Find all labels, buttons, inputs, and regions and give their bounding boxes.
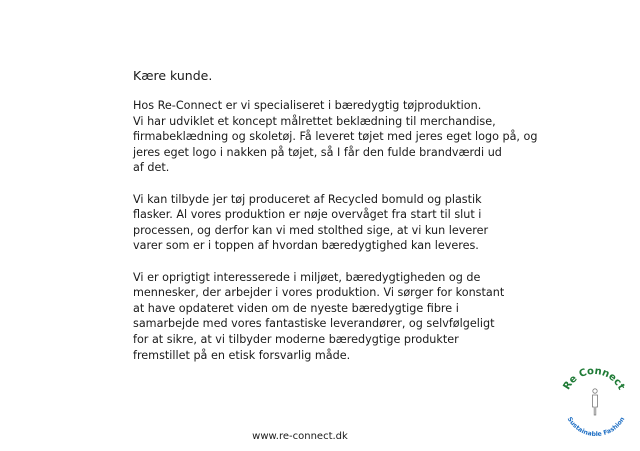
paragraph-line: fremstillet på en etisk forsvarlig måde.	[133, 348, 351, 362]
paragraph-line: mennesker, der arbejder i vores produktion. Vi sørger for konstant	[133, 286, 505, 300]
paragraph-line: processen, og derfor kan vi med stolthed sige, at vi kun leverer	[133, 223, 489, 237]
re-connect-logo	[555, 360, 635, 440]
paragraph-line: Vi kan tilbyde jer tøj produceret af Recycled bomuld og plastik	[133, 192, 482, 206]
logo-name: Re Connect	[561, 365, 627, 392]
website-footer: www.re-connect.dk	[252, 431, 348, 442]
paragraph-line: Hos Re-Connect er vi specialiseret i bæredygtig tøjproduktion.	[133, 99, 482, 112]
paragraph-line: Vi er oprigtigt interesserede i miljøet, bæredygtigheden og de	[133, 270, 481, 284]
paragraph-line: flasker. Al vores produktion er nøje overvåget fra start til slut i	[133, 208, 482, 222]
paragraph-line: jeres eget logo i nakken på tøjet, så I får den fulde brandværdi ud	[133, 145, 502, 159]
paragraph-line: af det.	[133, 161, 170, 175]
paragraph-materials	[133, 192, 583, 254]
figure-icon	[593, 389, 598, 415]
paragraph-intro	[133, 98, 583, 176]
greeting: Kære kunde.	[133, 68, 213, 83]
paragraph-line: firmabeklædning og skoletøj. Få leveret tøjet med jeres eget logo på, og	[133, 130, 538, 144]
logo-graphic	[555, 360, 635, 440]
letter-body	[133, 68, 583, 379]
paragraph-line: varer som er i toppen af hvordan bæredygtighed kan leveres.	[133, 239, 479, 253]
paragraph-line: samarbejde med vores fantastiske leverandører, og selvfølgeligt	[133, 317, 495, 331]
paragraph-line: at have opdateret viden om de nyeste bæredygtige fibre i	[133, 301, 459, 315]
logo-tagline: Sustainable Fashion	[565, 415, 627, 439]
paragraph-commitment	[133, 270, 583, 364]
paragraph-line: for at sikre, at vi tilbyder moderne bæredygtige produkter	[133, 332, 459, 346]
paragraph-line: Vi har udviklet et koncept målrettet beklædning til merchandise,	[133, 114, 496, 128]
logo-name-text	[562, 366, 627, 392]
